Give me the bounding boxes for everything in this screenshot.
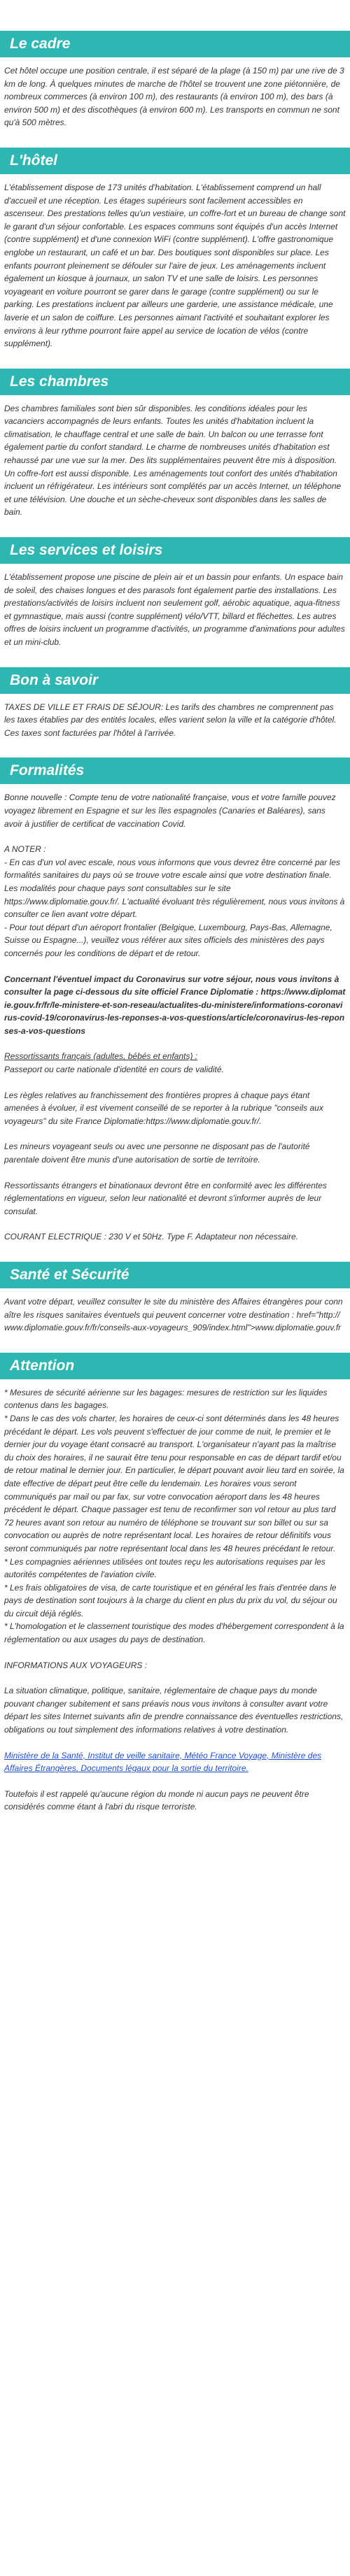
spacer <box>4 1172 346 1179</box>
coronavirus-notice: Concernant l'éventuel impact du Coronavirus sur votre séjour, nous vous invitons à consulter la page ci-dessous du site officiel France Diplomatie : https://www.diplomatie.gouv.fr/fr/le-ministere-et-son-reseau/actualites-du-ministere/informations-coronavirus-covid-19/coronavirus-les-reponses-a-vos-questions/article/coronavirus-les-reponses-a-vos-questions <box>4 974 346 1036</box>
section-attention <box>0 1353 350 1814</box>
paragraph: Les règles relatives au franchissement des frontières propres à chaque pays étant amenées à évoluer, il est vivement conseillé de se reporter à la rubrique "conseils aux voyageurs" du site France Diplomatie:https://www.diplomatie.gouv.fr/. <box>4 1090 323 1126</box>
paragraph: Des chambres familiales sont bien sûr disponibles. les conditions idéales pour les vacanciers accompagnés de leurs enfants. Toutes les unités d'habitation incluent la climatisation, le chauffage central et une salle de bain. Un balcon ou une terrasse font également partie du confort standard. Le charme de nombreuses unités d'habitation est rehaussé par une vue sur la mer. Des lits supplémentaires peuvent être mis à disposition. Un coffre-fort est aussi disponible. Les aménagements tout confort des unités d'habitation incluent un réfrigérateur. Les intérieurs sont complétés par un accès Internet, un téléphone et une télévision. Une douche et un sèche-cheveux sont disponibles dans les salles de bain. <box>4 403 342 518</box>
paragraph: Bonne nouvelle : Compte tenu de votre nationalité française, vous et votre famille pouvez voyagez librement en Espagne et sur les îles espagnoles (Canaries et Baléares), sans avoir à justifier de certificat de vaccination Covid. <box>4 792 336 829</box>
paragraph: Ces taxes sont facturées par l'hôtel à l'arrivée. <box>4 727 176 738</box>
section-bon-a-savoir <box>0 667 350 740</box>
paragraph: Avant votre départ, veuillez consulter le site du ministère des Affaires étrangères pour connaître les risques sanitaires éventuels qui peuvent concerner votre destination : href="http://www.diplomatie.gouv.fr/fr/conseils-aux-voyageurs_909/index.html">www.diplomatie.gouv.fr <box>4 1297 343 1333</box>
section-le-cadre <box>0 31 350 129</box>
section-title: Les chambres <box>0 369 350 395</box>
section-services-loisirs <box>0 537 350 649</box>
paragraph: TAXES DE VILLE ET FRAIS DE SÉJOUR: Les tarifs des chambres ne comprennent pas les taxes établies par des entités locales, elles varient selon la ville et la catégorie d'hôtel. <box>4 702 337 725</box>
spacer <box>4 1082 346 1089</box>
spacer <box>4 1043 346 1050</box>
paragraph: Toutefois il est rappelé qu'aucune région du monde ni aucun pays ne peuvent être considérés comme étant à l'abri du risque terroriste. <box>4 1788 309 1812</box>
section-title: L'hôtel <box>0 148 350 174</box>
paragraph: - Pour tout départ d'un aéroport frontalier (Belgique, Luxembourg, Pays-Bas, Allemagne, Suisse ou Espagne...), veuillez vous référer aux sites officiels des ministères des pays concernés pour les conditions de départ et de retour. <box>4 922 332 958</box>
section-formalites <box>0 757 350 1244</box>
section-sante-securite <box>0 1262 350 1335</box>
section-l-hotel <box>0 148 350 350</box>
paragraph: Les modalités pour chaque pays sont consultables sur le site https://www.diplomatie.gouv.fr/. L'actualité évoluant très régulièrement, nous vous invitons à consulter ce lien avant votre départ. <box>4 883 345 920</box>
paragraph: * Les compagnies aériennes utilisées ont toutes reçu les autorisations requises par les autorités compétentes de l'aviation civile. <box>4 1556 326 1580</box>
section-title: Formalités <box>0 757 350 784</box>
spacer <box>4 1742 346 1749</box>
official-sites-links[interactable]: Ministère de la Santé, Institut de veille sanitaire, Météo France Voyage, Ministère des Affaires Étrangères, Documents légaux pour la sortie du territoire. <box>4 1750 322 1774</box>
section-body <box>0 181 350 350</box>
paragraph-heading: Ressortissants français (adultes, bébés et enfants) : <box>4 1051 198 1062</box>
paragraph: * L'homologation et le classement touristique des modes d'hébergement correspondent à la réglementation ou aux usages du pays de destination. <box>4 1621 344 1645</box>
paragraph: A NOTER : <box>4 844 46 855</box>
paragraph: Passeport ou carte nationale d'identité en cours de validité. <box>4 1065 224 1075</box>
section-body <box>0 701 350 740</box>
spacer <box>4 1133 346 1140</box>
spacer <box>4 1652 346 1659</box>
paragraph: L'établissement dispose de 173 unités d'habitation. L'établissement comprend un hall d'accueil et une réception. Les étages supérieurs sont facilement accessibles en ascenseur. Des prestations telles qu'un vestiaire, un coffre-fort et un bureau de change sont le garant d'un séjour confortable. Les espaces communs sont équipés d'un accès Internet (contre supplément) et d'une connexion WiFi (contre supplément). L'offre gastronomique englobe un restaurant, un café et un bar. Des boutiques sont disponibles sur place. Les enfants pourront pleinement se défouler sur l'aire de jeux. Les aménagements incluent également un kiosque à journaux, un salon TV et une salle de loisirs. Les personnes voyageant en voiture pourront se garer dans le garage (contre supplément) ou sur le parking. Les prestations incluent par ailleurs une garderie, une assistance médicale, une laverie et un salon de coiffure. Les personnes aimant l'activité et souhaitant explorer les environs à leur rythme pourront faire appel au service de location de vélos (contre supplément). <box>4 182 346 349</box>
section-les-chambres <box>0 369 350 519</box>
section-title: Bon à savoir <box>0 667 350 694</box>
spacer <box>4 1677 346 1684</box>
paragraph: Cet hôtel occupe une position centrale, il est séparé de la plage (à 150 m) par une rive de 3 km de long. À quelques minutes de marche de l'hôtel se trouvent une zone piétonnière, de nombreux commerces (à environ 100 m), des restaurants (à environ 100 m), des bars (à environ 500 m) et des discothèques (à environ 600 m). Les transports en commun ne sont qu'à 500 mètres. <box>4 66 344 128</box>
paragraph: - En cas d'un vol avec escale, nous vous informons que vous devrez être concerné par les formalités sanitaires du pays où se trouve votre escale ainsi que votre destination finale. <box>4 857 340 881</box>
paragraph: * Mesures de sécurité aérienne sur les bagages: mesures de restriction sur les liquides contenus dans les bagages. <box>4 1387 328 1411</box>
section-body <box>0 571 350 649</box>
paragraph: * Dans le cas des vols charter, les horaires de ceux-ci sont déterminés dans les 48 heures précédant le départ. Les vols peuvent s'effectuer de jour comme de nuit, le premier et le dernier jour du voyage étant consacré au transport. L'organisateur n'ayant pas la maîtrise du choix des horaires, il ne saurait être tenu pour responsable en cas de départ tardif et/ou de retour matinal le dernier jour. En particulier, le départ pouvant avoir lieu tard en soirée, la date effective de départ peut être celle du lendemain. Les horaires vous seront communiqués par mail ou par fax, sur votre convocation aéroport dans les 48 heures précédent le départ. Chaque passager est tenu de reconfirmer son vol retour au plus tard 72 heures avant son retour au numéro de téléphone se trouvant sur son billet ou sur sa convocation ou auprès de notre représentant local. Les horaires de retour définitifs vous seront communiqués par notre représentant local dans les 48 heures précédant le retour. <box>4 1413 344 1553</box>
section-body <box>0 402 350 519</box>
spacer <box>4 836 346 843</box>
section-body <box>0 1295 350 1335</box>
spacer <box>4 1781 346 1788</box>
spacer <box>4 1223 346 1230</box>
spacer <box>4 966 346 973</box>
section-title: Santé et Sécurité <box>0 1262 350 1288</box>
paragraph: Ressortissants étrangers et binationaux devront être en conformité avec les différentes réglementations en vigueur, selon leur nationalité et devront s'informer auprès de leur consulat. <box>4 1180 327 1216</box>
section-title: Attention <box>0 1353 350 1379</box>
section-body <box>0 64 350 129</box>
section-body <box>0 1386 350 1814</box>
paragraph: COURANT ELECTRIQUE : 230 V et 50Hz. Type F. Adaptateur non nécessaire. <box>4 1232 298 1242</box>
paragraph: * Les frais obligatoires de visa, de carte touristique et en général les frais d'entrée dans le pays de destination sont toujours à la charge du client en plus du prix du vol, du séjour ou du circuit déjà réglés. <box>4 1582 337 1618</box>
paragraph: L'établissement propose une piscine de plein air et un bassin pour enfants. Un espace bain de soleil, des chaises longues et des parasols font également partie des installations. Les prestations/activités de loisirs incluent non seulement golf, aérobic aquatique, aqua-fitness et gymnastique, mais aussi (contre supplément) vélo/VTT, billard et fléchettes. Les autres offres de loisirs incluent un programme d'activités, un programme d'animations pour adultes et un mini-club. <box>4 572 345 647</box>
section-body <box>0 791 350 1244</box>
section-title: Les services et loisirs <box>0 537 350 564</box>
paragraph-heading: INFORMATIONS AUX VOYAGEURS : <box>4 1660 148 1670</box>
paragraph: Les mineurs voyageant seuls ou avec une personne ne disposant pas de l'autorité parentale doivent être munis d'une autorisation de sortie de territoire. <box>4 1141 310 1165</box>
section-title: Le cadre <box>0 31 350 57</box>
paragraph: La situation climatique, politique, sanitaire, réglementaire de chaque pays du monde pouvant changer subitement et sans préavis nous vous invitons à consulter avant votre départ les sites Internet suivants afin de prendre connaissance des éventuelles restrictions, obligations ou tout simplement des informations relatives à votre destination. <box>4 1686 344 1735</box>
